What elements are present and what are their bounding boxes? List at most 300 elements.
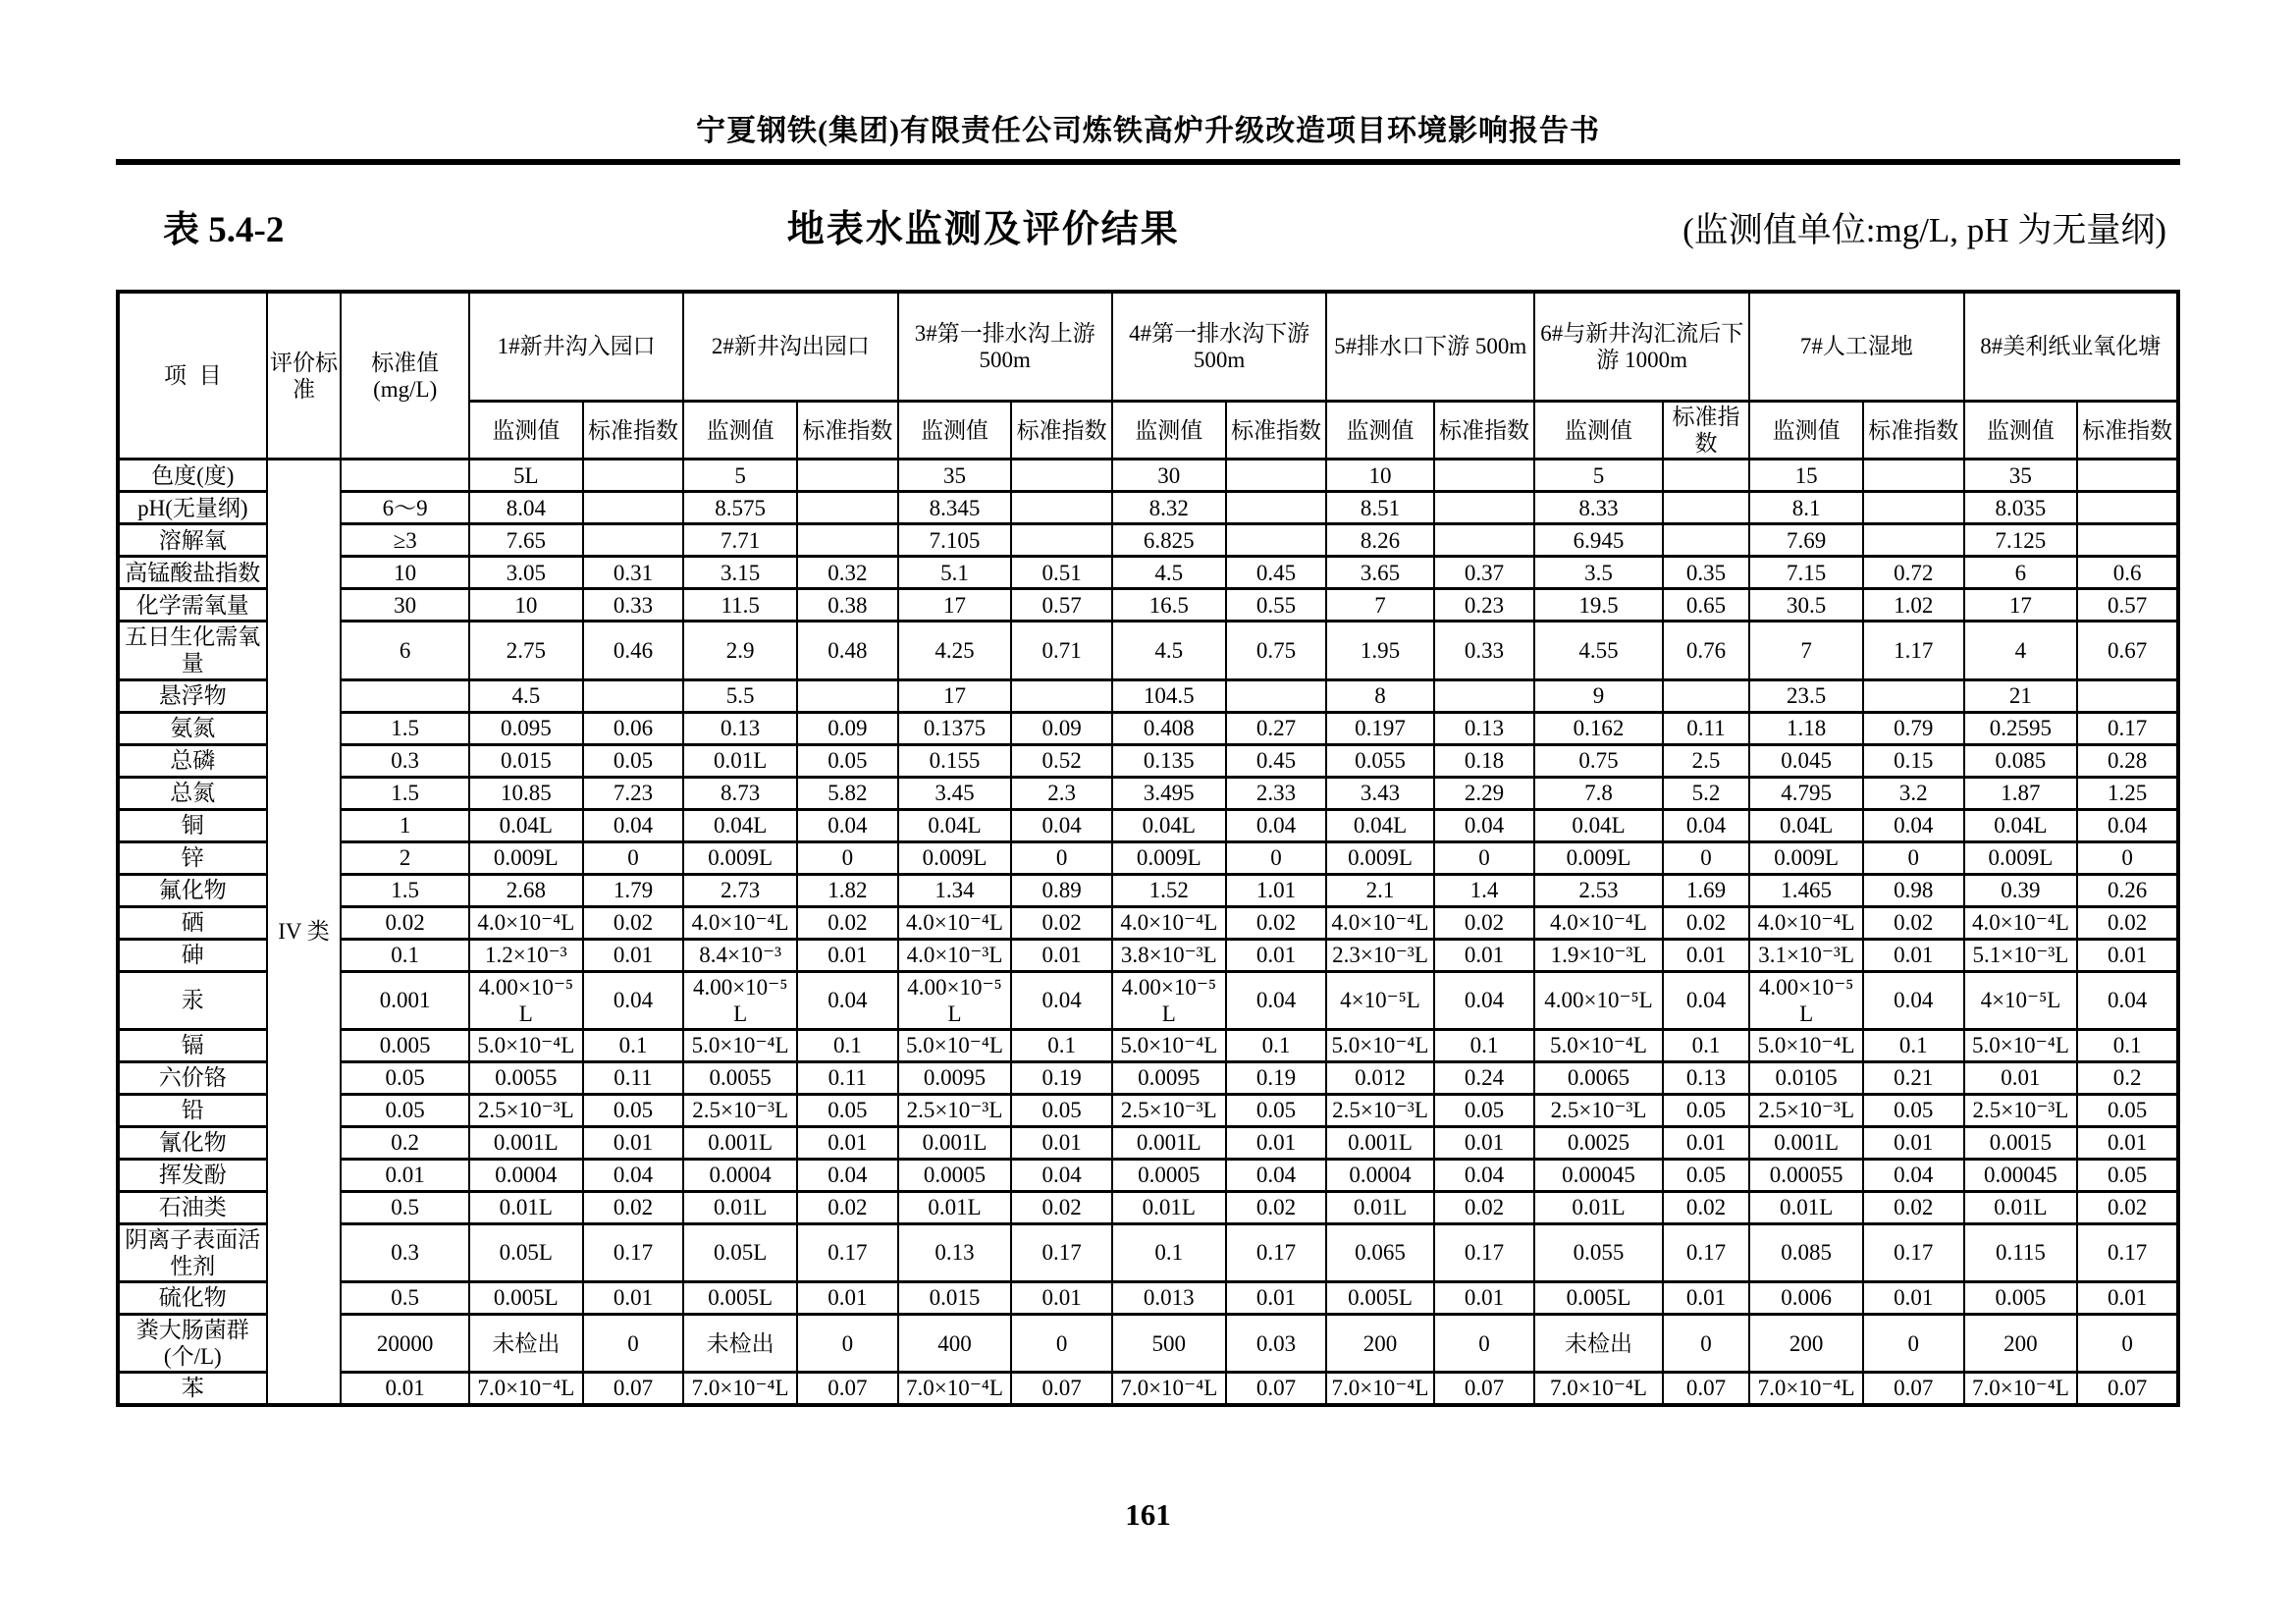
std-index-cell: 0.02 (1434, 1191, 1535, 1223)
std-index-cell (1663, 524, 1749, 557)
monitor-value-cell: 6.945 (1534, 524, 1663, 557)
monitor-value-cell: 2.5×10⁻³L (1749, 1094, 1863, 1126)
std-index-cell: 0.17 (583, 1223, 684, 1281)
std-index-cell: 0.33 (583, 589, 684, 622)
std-index-cell: 0.07 (1011, 1373, 1112, 1405)
monitor-value-cell: 2.73 (683, 874, 797, 906)
std-index-cell: 0.17 (797, 1223, 898, 1281)
table-row (118, 777, 2178, 809)
std-value-cell: 30 (341, 589, 469, 622)
std-index-cell: 0.07 (583, 1373, 684, 1405)
std-index-cell: 0.19 (1226, 1061, 1327, 1094)
item-cell: 砷 (118, 939, 267, 971)
monitor-value-cell: 7.69 (1749, 524, 1863, 557)
std-index-cell: 0.04 (1011, 1159, 1112, 1191)
std-index-cell: 0.04 (1663, 971, 1749, 1029)
monitor-value-cell: 8.575 (683, 492, 797, 524)
sub-header-index: 标准指数 (1863, 402, 1964, 460)
sub-header-index: 标准指数 (1011, 402, 1112, 460)
item-cell: 铅 (118, 1094, 267, 1126)
std-index-cell: 0.05 (2077, 1159, 2178, 1191)
monitor-value-cell: 3.65 (1326, 557, 1433, 589)
monitor-value-cell: 2.5×10⁻³L (1112, 1094, 1226, 1126)
monitor-value-cell: 7.0×10⁻⁴L (898, 1373, 1012, 1405)
monitor-value-cell: 7.105 (898, 524, 1012, 557)
monitor-value-cell: 3.43 (1326, 777, 1433, 809)
monitor-value-cell: 2.75 (469, 622, 583, 679)
std-index-cell (2077, 460, 2178, 492)
std-index-cell (1011, 492, 1112, 524)
std-index-cell: 0.57 (2077, 589, 2178, 622)
unit-note: (监测值单位:mg/L, pH 为无量纲) (1682, 211, 2166, 249)
table-row (118, 874, 2178, 906)
monitor-value-cell: 7.71 (683, 524, 797, 557)
std-index-cell: 0.17 (1863, 1223, 1964, 1281)
std-index-cell: 0.17 (2077, 1223, 2178, 1281)
std-value-cell: 0.2 (341, 1126, 469, 1159)
monitor-value-cell: 7.0×10⁻⁴L (1534, 1373, 1663, 1405)
std-index-cell: 2.33 (1226, 777, 1327, 809)
monitor-value-cell: 8.32 (1112, 492, 1226, 524)
monitor-value-cell: 7.15 (1749, 557, 1863, 589)
std-index-cell: 0.21 (1863, 1061, 1964, 1094)
std-index-cell: 0.17 (2077, 712, 2178, 744)
monitor-value-cell: 5.1 (898, 557, 1012, 589)
std-index-cell: 0.01 (2077, 939, 2178, 971)
std-index-cell: 0.04 (2077, 809, 2178, 841)
table-body (118, 460, 2178, 1405)
monitor-value-cell: 3.15 (683, 557, 797, 589)
monitor-value-cell: 0.155 (898, 744, 1012, 777)
std-index-cell: 0.11 (583, 1061, 684, 1094)
std-index-cell (583, 460, 684, 492)
std-index-cell: 0.01 (797, 1126, 898, 1159)
std-index-cell: 0.17 (1226, 1223, 1327, 1281)
std-index-cell: 1.02 (1863, 589, 1964, 622)
std-index-cell: 0.01 (2077, 1282, 2178, 1315)
monitor-value-cell: 2.1 (1326, 874, 1433, 906)
std-index-cell: 0.24 (1434, 1061, 1535, 1094)
monitor-value-cell: 0.0004 (683, 1159, 797, 1191)
table-row (118, 1159, 2178, 1191)
std-index-cell (1226, 492, 1327, 524)
std-index-cell: 0.02 (1011, 1191, 1112, 1223)
std-index-cell: 0.1 (1226, 1029, 1327, 1061)
sub-header-index: 标准指数 (1663, 402, 1749, 460)
std-index-cell: 0.05 (1663, 1094, 1749, 1126)
std-index-cell: 0 (2077, 1315, 2178, 1373)
table-row (118, 1373, 2178, 1405)
std-index-cell: 0.04 (583, 971, 684, 1029)
monitor-value-cell: 4×10⁻⁵L (1964, 971, 2078, 1029)
monitor-value-cell: 4.5 (1112, 557, 1226, 589)
std-index-cell: 0.02 (1863, 906, 1964, 939)
col-header-std-value: 标准值(mg/L) (341, 292, 469, 460)
monitor-value-cell: 4.00×10⁻⁵L (1534, 971, 1663, 1029)
monitor-value-cell: 1.18 (1749, 712, 1863, 744)
std-value-cell: 0.5 (341, 1191, 469, 1223)
monitor-value-cell: 3.1×10⁻³L (1749, 939, 1863, 971)
monitor-value-cell: 0.001L (898, 1126, 1012, 1159)
table-row (118, 557, 2178, 589)
std-value-cell: 2 (341, 841, 469, 874)
monitor-value-cell: 4×10⁻⁵L (1326, 971, 1433, 1029)
monitor-value-cell: 0.013 (1112, 1282, 1226, 1315)
std-index-cell: 0.17 (1011, 1223, 1112, 1281)
item-cell: 石油类 (118, 1191, 267, 1223)
std-index-cell: 1.69 (1663, 874, 1749, 906)
std-index-cell: 1.17 (1863, 622, 1964, 679)
std-index-cell (583, 492, 684, 524)
std-index-cell: 1.82 (797, 874, 898, 906)
monitor-value-cell: 3.45 (898, 777, 1012, 809)
monitor-value-cell: 1.9×10⁻³L (1534, 939, 1663, 971)
monitor-value-cell: 7.0×10⁻⁴L (1112, 1373, 1226, 1405)
monitor-value-cell: 8.035 (1964, 492, 2078, 524)
std-index-cell: 0.04 (1226, 971, 1327, 1029)
std-index-cell: 0.04 (1663, 809, 1749, 841)
monitor-value-cell: 0.75 (1534, 744, 1663, 777)
std-index-cell: 0.23 (1434, 589, 1535, 622)
table-row (118, 744, 2178, 777)
sub-header-monitor: 监测值 (1326, 402, 1433, 460)
item-cell: 镉 (118, 1029, 267, 1061)
monitor-value-cell: 0.197 (1326, 712, 1433, 744)
std-index-cell: 1.25 (2077, 777, 2178, 809)
std-index-cell (1434, 679, 1535, 712)
table-row (118, 622, 2178, 679)
monitor-value-cell: 0.01L (683, 744, 797, 777)
std-index-cell (1226, 460, 1327, 492)
monitor-value-cell: 200 (1964, 1315, 2078, 1373)
monitor-value-cell: 5.0×10⁻⁴L (898, 1029, 1012, 1061)
std-index-cell: 2.29 (1434, 777, 1535, 809)
monitor-value-cell: 0.009L (683, 841, 797, 874)
monitor-value-cell: 0.015 (469, 744, 583, 777)
monitor-value-cell: 2.5×10⁻³L (1326, 1094, 1433, 1126)
table-row (118, 841, 2178, 874)
std-index-cell: 0.05 (1434, 1094, 1535, 1126)
std-index-cell: 0.1 (797, 1029, 898, 1061)
std-index-cell: 0.1 (1434, 1029, 1535, 1061)
std-index-cell: 0.1 (2077, 1029, 2178, 1061)
monitor-value-cell: 2.5×10⁻³L (898, 1094, 1012, 1126)
std-index-cell: 0.15 (1863, 744, 1964, 777)
monitor-value-cell: 0.005L (1534, 1282, 1663, 1315)
page-content (116, 0, 2180, 1533)
std-index-cell: 0.52 (1011, 744, 1112, 777)
monitor-value-cell: 21 (1964, 679, 2078, 712)
monitor-value-cell: 3.495 (1112, 777, 1226, 809)
item-cell: 挥发酚 (118, 1159, 267, 1191)
std-index-cell: 0 (1863, 1315, 1964, 1373)
table-row (118, 1094, 2178, 1126)
monitor-value-cell: 2.5×10⁻³L (1534, 1094, 1663, 1126)
monitor-value-cell: 9 (1534, 679, 1663, 712)
std-index-cell: 0.04 (2077, 971, 2178, 1029)
std-index-cell: 0.65 (1663, 589, 1749, 622)
monitor-value-cell: 0.04L (1964, 809, 2078, 841)
std-value-cell: 0.5 (341, 1282, 469, 1315)
monitor-value-cell: 5.0×10⁻⁴L (469, 1029, 583, 1061)
monitor-value-cell: 0.01L (1964, 1191, 2078, 1223)
monitor-value-cell: 1.465 (1749, 874, 1863, 906)
table-row (118, 1191, 2178, 1223)
monitor-value-cell: 2.9 (683, 622, 797, 679)
table-row (118, 1126, 2178, 1159)
monitor-value-cell: 4.0×10⁻⁴L (1749, 906, 1863, 939)
std-index-cell: 0.13 (1434, 712, 1535, 744)
monitor-value-cell: 0.085 (1964, 744, 2078, 777)
std-index-cell: 0.48 (797, 622, 898, 679)
item-cell: 六价铬 (118, 1061, 267, 1094)
item-cell: 溶解氧 (118, 524, 267, 557)
monitor-value-cell: 4.00×10⁻⁵L (1749, 971, 1863, 1029)
std-index-cell: 0.01 (1226, 1282, 1327, 1315)
monitor-value-cell: 17 (898, 589, 1012, 622)
monitor-value-cell: 0.095 (469, 712, 583, 744)
std-index-cell: 0.04 (1863, 809, 1964, 841)
std-index-cell: 7.23 (583, 777, 684, 809)
monitor-value-cell: 17 (1964, 589, 2078, 622)
monitor-value-cell: 0.0095 (898, 1061, 1012, 1094)
item-cell: 锌 (118, 841, 267, 874)
sub-header-monitor: 监测值 (469, 402, 583, 460)
station-header: 8#美利纸业氧化塘 (1964, 292, 2178, 402)
table-head (118, 292, 2178, 460)
monitor-value-cell: 0.01L (1534, 1191, 1663, 1223)
monitor-value-cell: 0.162 (1534, 712, 1663, 744)
monitor-value-cell: 0.005L (683, 1282, 797, 1315)
std-index-cell (2077, 524, 2178, 557)
std-value-cell: 0.001 (341, 971, 469, 1029)
std-index-cell: 0.04 (797, 809, 898, 841)
std-index-cell (583, 524, 684, 557)
monitor-value-cell: 0.01L (683, 1191, 797, 1223)
monitor-value-cell: 未检出 (683, 1315, 797, 1373)
monitor-value-cell: 0.0025 (1534, 1126, 1663, 1159)
table-row (118, 971, 2178, 1029)
std-value-cell: 6 (341, 622, 469, 679)
monitor-value-cell: 0.04L (898, 809, 1012, 841)
std-index-cell (1434, 492, 1535, 524)
std-index-cell (1863, 460, 1964, 492)
page-title: 地表水监测及评价结果 (786, 209, 1180, 250)
std-index-cell: 0.01 (2077, 1126, 2178, 1159)
std-index-cell (1663, 492, 1749, 524)
monitor-value-cell: 7 (1326, 589, 1433, 622)
std-index-cell (797, 679, 898, 712)
monitor-value-cell: 0.00055 (1749, 1159, 1863, 1191)
monitor-value-cell: 4.0×10⁻⁴L (1112, 906, 1226, 939)
std-index-cell: 0 (2077, 841, 2178, 874)
std-index-cell: 0 (1863, 841, 1964, 874)
std-index-cell: 0.05 (1663, 1159, 1749, 1191)
monitor-value-cell: 0.009L (1964, 841, 2078, 874)
item-cell: 氨氮 (118, 712, 267, 744)
std-index-cell: 0 (797, 1315, 898, 1373)
monitor-value-cell: 0.408 (1112, 712, 1226, 744)
monitor-value-cell: 0.009L (1112, 841, 1226, 874)
std-index-cell: 0.01 (1434, 1282, 1535, 1315)
monitor-value-cell: 0.0055 (469, 1061, 583, 1094)
item-cell: 色度(度) (118, 460, 267, 492)
monitor-value-cell: 3.05 (469, 557, 583, 589)
std-index-cell: 0.32 (797, 557, 898, 589)
monitor-value-cell: 0.04L (1326, 809, 1433, 841)
monitor-value-cell: 7.0×10⁻⁴L (1964, 1373, 2078, 1405)
monitor-value-cell: 4.00×10⁻⁵L (469, 971, 583, 1029)
monitor-value-cell: 3.8×10⁻³L (1112, 939, 1226, 971)
monitor-value-cell: 0.065 (1326, 1223, 1433, 1281)
item-cell: 苯 (118, 1373, 267, 1405)
std-index-cell: 0.01 (1011, 1126, 1112, 1159)
std-index-cell: 0 (1434, 841, 1535, 874)
monitor-value-cell: 8.33 (1534, 492, 1663, 524)
table-row (118, 589, 2178, 622)
monitor-value-cell: 0.005L (1326, 1282, 1433, 1315)
std-value-cell: 10 (341, 557, 469, 589)
std-index-cell: 0.75 (1226, 622, 1327, 679)
item-cell: 阴离子表面活性剂 (118, 1223, 267, 1281)
std-index-cell: 0.01 (1434, 939, 1535, 971)
sub-header-index: 标准指数 (1226, 402, 1327, 460)
monitor-value-cell: 8.73 (683, 777, 797, 809)
table-row (118, 460, 2178, 492)
std-index-cell (1434, 524, 1535, 557)
monitor-value-cell: 1.2×10⁻³ (469, 939, 583, 971)
monitor-value-cell: 5.0×10⁻⁴L (1964, 1029, 2078, 1061)
std-index-cell: 0 (583, 841, 684, 874)
station-header: 4#第一排水沟下游 500m (1112, 292, 1326, 402)
std-index-cell: 0.02 (1011, 906, 1112, 939)
std-value-cell: 1 (341, 809, 469, 841)
std-value-cell: 0.005 (341, 1029, 469, 1061)
std-index-cell: 0.04 (583, 809, 684, 841)
sub-header-monitor: 监测值 (1749, 402, 1863, 460)
std-index-cell: 0.98 (1863, 874, 1964, 906)
item-cell: 硫化物 (118, 1282, 267, 1315)
monitor-value-cell: 5.0×10⁻⁴L (1534, 1029, 1663, 1061)
monitor-value-cell: 0.01 (1964, 1061, 2078, 1094)
std-index-cell: 0.06 (583, 712, 684, 744)
monitor-value-cell: 2.5×10⁻³L (1964, 1094, 2078, 1126)
std-index-cell: 0.07 (1863, 1373, 1964, 1405)
std-index-cell: 0.04 (583, 1159, 684, 1191)
std-index-cell: 0.17 (1663, 1223, 1749, 1281)
std-index-cell: 0.05 (797, 1094, 898, 1126)
monitor-value-cell: 0.2595 (1964, 712, 2078, 744)
monitor-value-cell: 0.1 (1112, 1223, 1226, 1281)
std-index-cell: 0.03 (1226, 1315, 1327, 1373)
std-index-cell: 0.31 (583, 557, 684, 589)
std-index-cell: 0.04 (1434, 1159, 1535, 1191)
std-index-cell: 0.04 (1011, 971, 1112, 1029)
std-index-cell: 0.05 (797, 744, 898, 777)
sub-header-monitor: 监测值 (898, 402, 1012, 460)
std-index-cell: 0.02 (1226, 906, 1327, 939)
monitor-value-cell: 0.001L (1326, 1126, 1433, 1159)
table-title-row (116, 198, 2180, 252)
station-header: 3#第一排水沟上游 500m (898, 292, 1112, 402)
monitor-value-cell: 0.04L (1534, 809, 1663, 841)
monitor-value-cell: 4.00×10⁻⁵L (898, 971, 1012, 1029)
std-index-cell: 2.5 (1663, 744, 1749, 777)
std-index-cell: 0.1 (1663, 1029, 1749, 1061)
station-header: 6#与新井沟汇流后下游 1000m (1534, 292, 1749, 402)
monitor-value-cell: 1.34 (898, 874, 1012, 906)
std-index-cell: 0.26 (2077, 874, 2178, 906)
std-index-cell: 1.01 (1226, 874, 1327, 906)
monitor-value-cell: 5.0×10⁻⁴L (1749, 1029, 1863, 1061)
monitor-value-cell: 0.001L (469, 1126, 583, 1159)
std-index-cell: 0.2 (2077, 1061, 2178, 1094)
monitor-value-cell: 0.00045 (1964, 1159, 2078, 1191)
std-index-cell (797, 524, 898, 557)
std-index-cell: 0.05 (1011, 1094, 1112, 1126)
std-index-cell (2077, 492, 2178, 524)
monitor-value-cell: 0.13 (683, 712, 797, 744)
monitoring-table (116, 290, 2180, 1407)
monitor-value-cell: 0.055 (1326, 744, 1433, 777)
monitor-value-cell: 0.015 (898, 1282, 1012, 1315)
std-index-cell: 0.01 (1663, 1282, 1749, 1315)
std-index-cell: 3.2 (1863, 777, 1964, 809)
monitor-value-cell: 35 (1964, 460, 2078, 492)
monitor-value-cell: 0.01L (1749, 1191, 1863, 1223)
monitor-value-cell: 7.0×10⁻⁴L (469, 1373, 583, 1405)
monitor-value-cell: 0.001L (1112, 1126, 1226, 1159)
monitor-value-cell: 0.00045 (1534, 1159, 1663, 1191)
table-row (118, 1029, 2178, 1061)
monitor-value-cell: 400 (898, 1315, 1012, 1373)
monitor-value-cell: 4.0×10⁻⁴L (898, 906, 1012, 939)
monitor-value-cell: 0.01L (898, 1191, 1012, 1223)
monitor-value-cell: 4.00×10⁻⁵L (1112, 971, 1226, 1029)
monitor-value-cell: 0.0065 (1534, 1061, 1663, 1094)
std-index-cell: 0.02 (797, 906, 898, 939)
std-index-cell: 0 (1226, 841, 1327, 874)
std-index-cell: 0.04 (1434, 809, 1535, 841)
monitor-value-cell: 2.3×10⁻³L (1326, 939, 1433, 971)
std-index-cell: 0.04 (1226, 809, 1327, 841)
std-value-cell (341, 679, 469, 712)
std-index-cell: 0.01 (1226, 939, 1327, 971)
std-index-cell (1226, 524, 1327, 557)
station-header: 2#新井沟出园口 (683, 292, 897, 402)
std-index-cell: 0.45 (1226, 557, 1327, 589)
monitor-value-cell: 7.125 (1964, 524, 2078, 557)
sub-header-monitor: 监测值 (1534, 402, 1663, 460)
monitor-value-cell: 0.0005 (898, 1159, 1012, 1191)
monitor-value-cell: 4.5 (469, 679, 583, 712)
monitor-value-cell: 0.13 (898, 1223, 1012, 1281)
monitor-value-cell: 4.0×10⁻⁴L (1964, 906, 2078, 939)
std-index-cell: 0.01 (1226, 1126, 1327, 1159)
header-rule (116, 159, 2180, 165)
sub-header-monitor: 监测值 (1964, 402, 2078, 460)
std-index-cell: 0.71 (1011, 622, 1112, 679)
monitor-value-cell: 7.8 (1534, 777, 1663, 809)
std-value-cell: ≥3 (341, 524, 469, 557)
std-index-cell: 0.04 (1011, 809, 1112, 841)
monitor-value-cell: 1.95 (1326, 622, 1433, 679)
std-index-cell: 0.76 (1663, 622, 1749, 679)
monitor-value-cell: 0.0005 (1112, 1159, 1226, 1191)
monitor-value-cell: 104.5 (1112, 679, 1226, 712)
monitor-value-cell: 0.001L (683, 1126, 797, 1159)
monitor-value-cell: 0.115 (1964, 1223, 2078, 1281)
